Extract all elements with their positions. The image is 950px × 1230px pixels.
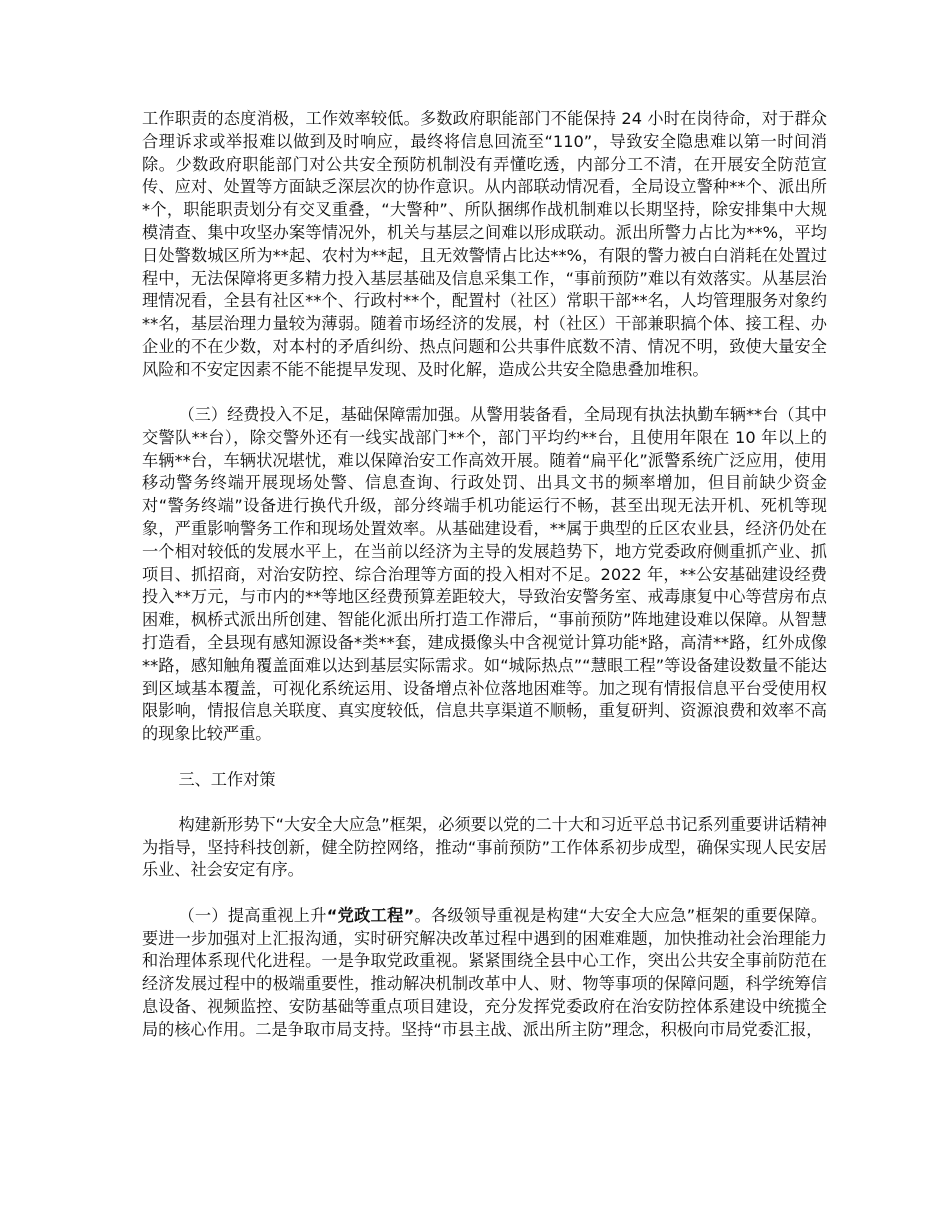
subheading-bold-term: “党政工程” (326, 905, 415, 925)
subheading-lead: （一）提高重视上升 (178, 905, 327, 925)
paragraph-framework: 构建新形势下“大安全大应急”框架，必须要以党的二十大和习近平总书记系列重要讲话精神为指导，坚持科技创新，健全防控网络，推动“事前预防”工作体系初步成型，确保实现人民安居乐业、社会安定有序。 (142, 814, 827, 880)
paragraph-internal-linkage: 工作职责的态度消极，工作效率较低。多数政府职能部门不能保持 24 小时在岗待命，对于群众合理诉求或举报难以做到及时响应，最终将信息回流至“110”，导致安全隐患难以第一时间消除。少数政府职能部门对公共安全预防机制没有弄懂吃透，内部分工不清，在开展安全防范宣传、应对、处置等方面缺乏深层次的协作意识。从内部联动情况看，全局设立警种**个、派出所*个，职能职责划分有交叉重叠，“大警种”、所队捆绑作战机制难以长期坚持，除安排集中大规模清查、集中攻坚办案等情况外，机关与基层之间难以形成联动。派出所警力占比为**%，平均日处警数城区所为**起、农村为**起，且无效警情占比达**%，有限的警力被白白消耗在处置过程中，无法保障将更多精力投入基层基础及信息采集工作，“事前预防”难以有效落实。从基层治理情况看，全县有社区**个、行政村**个，配置村（社区）常职干部**名，人均管理服务对象约**名，基层治理力量较为薄弱。随着市场经济的发展，村（社区）干部兼职搞个体、接工程、办企业的不在少数，对本村的矛盾纠纷、热点问题和公共事件底数不清、情况不明，致使大量安全风险和不安定因素不能不能提早发现、及时化解，造成公共安全隐患叠加堆积。 (142, 109, 827, 379)
paragraph-funding-insufficient: （三）经费投入不足，基础保障需加强。从警用装备看，全局现有执法执勤车辆**台（其中交警队**台），除交警外还有一线实战部门**个，部门平均约**台，且使用年限在 10 年以上的车辆**台，车辆状况堪忧，难以保障治安工作高效开展。随着“扁平化”派警系统广泛应用，使用移动警务终端开展现场处警、信息查询、行政处罚、出具文书的频率增加，但目前缺少资金对“警务终端”设备进行换代升级，部分终端手机功能运行不畅，甚至出现无法开机、死机等现象，严重影响警务工作和现场处置效率。从基础建设看，**属于典型的丘区农业县，经济仍处在一个相对较低的发展水平上，在当前以经济为主导的发展趋势下，地方党委政府侧重抓产业、抓项目、抓招商，对治安防控、综合治理等方面的投入相对不足。2022 年，**公安基础建设经费投入**万元，与市内的**等地区经费预算差距较大，导致治安警务室、戒毒康复中心等营房布点困难，枫桥式派出所创建、智能化派出所打造工作滞后，“事前预防”阵地建设难以保障。从智慧打造看，全县现有感知源设备*类**套，建成摄像头中含视觉计算功能*路，高清**路，红外成像**路，感知触角覆盖面难以达到基层实际需求。如“城际热点”“慧眼工程”等设备建设数量不能达到区域基本覆盖，可视化系统运用、设备增点补位落地困难等。加之现有情报信息平台受使用权限影响，情报信息关联度、真实度较低，信息共享渠道不顺畅，重复研判、资源浪费和效率不高的现象比较严重。 (142, 405, 827, 744)
paragraph-gap (142, 882, 827, 905)
document-page (142, 108, 827, 1041)
paragraph-gap (142, 746, 827, 769)
paragraph-gap (142, 791, 827, 814)
paragraph-gap (142, 382, 827, 405)
paragraph-body: 。各级领导重视是构建“大安全大应急”框架的重要保障。要进一步加强对上汇报沟通，实时研究解决改革过程中遇到的困难难题，加快推动社会治理能力和治理体系现代化进程。一是争取党政重视。紧紧围绕全县中心工作，突出公共安全事前防范在经济发展过程中的极端重要性，推动解决机制改革中人、财、物等事项的保障问题，科学统筹信息设备、视频监控、安防基础等重点项目建设，充分发挥党委政府在治安防控体系建设中统揽全局的核心作用。二是争取市局支持。坚持“市县主战、派出所主防”理念，积极向市局党委汇报， (142, 905, 828, 1039)
section-heading-countermeasures: 三、工作对策 (178, 769, 276, 789)
paragraph-party-government-project (142, 905, 827, 1042)
